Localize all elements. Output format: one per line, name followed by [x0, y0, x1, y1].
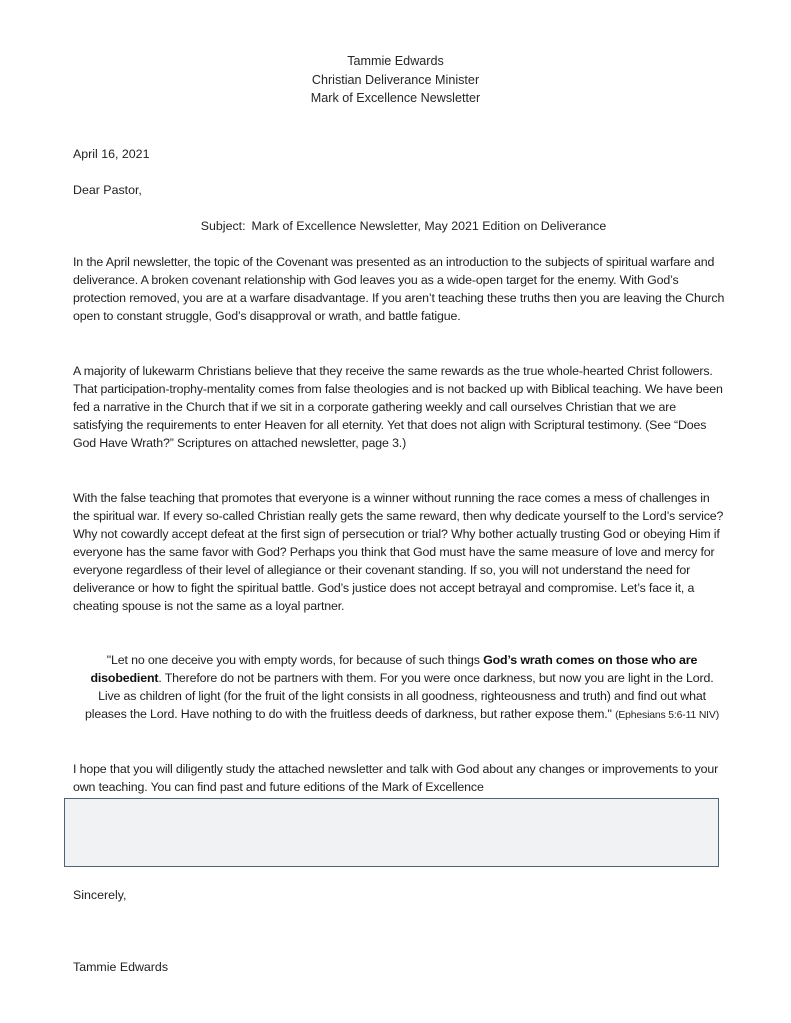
sender-organization: Mark of Excellence Newsletter — [310, 91, 481, 105]
sender-name: Tammie Edwards — [347, 54, 444, 68]
subject-label: Subject: — [200, 219, 246, 233]
letter-date: April 16, 2021 — [73, 147, 150, 161]
sender-title: Christian Deliverance Minister — [311, 72, 480, 87]
subject-line — [0, 217, 791, 235]
closing: Sincerely, — [73, 888, 127, 902]
body-paragraph-1: In the April newsletter, the topic of the Covenant was presented as an introduction to the subjects of spiritual warfare and deliverance. A broken covenant relationship with God leaves you as a wide-open target for the enemy. With God’s protection removed, you are at a warfare disadvantage. If you aren’t teaching these truths then you are leaving the Church open to constant struggle, God’s disapproval or wrath, and battle fatigue. — [73, 255, 725, 323]
scripture-quote — [82, 651, 722, 725]
quote-text-after: . Therefore do not be partners with them. For you were once darkness, but now you are light in the Lord. Live as children of light (for the fruit of the light consists in all goodness, righteousness and truth) and find out what pleases the Lord. Have nothing to do with the fruitless deeds of darkness, but rather expose them." — [84, 671, 714, 721]
quote-text-before: "Let no one deceive you with empty words, for because of such things — [106, 653, 484, 667]
body-paragraph-4: I hope that you will diligently study the attached newsletter and talk with God about any changes or improvements to your own teaching. You can find past and future editions of the Mark of Excellence — [73, 762, 719, 794]
quote-emphasis: God’s wrath comes on those who are disobedient — [90, 653, 698, 685]
body-paragraph-2: A majority of lukewarm Christians believe that they receive the same rewards as the true whole-hearted Christ followers. That participation-trophy-mentality comes from false theologies and is not backed up with Biblical teaching. We have been fed a narrative in the Church that if we sit in a corporate gathering weekly and call ourselves Christian that we are satisfying the requirements to enter Heaven for all eternity. Yet that does not align with Scriptural testimony. (See “Does God Have Wrath?” Scriptures on attached newsletter, page 3.) — [73, 364, 723, 450]
body-paragraph-3: With the false teaching that promotes that everyone is a winner without running the race comes a mess of challenges in the spiritual war. If every so-called Christian really gets the same reward, then why dedicate yourself to the Lord’s service? Why not cowardly accept defeat at the first sign of persecution or trial? Why bother actually trusting God or obeying Him if everyone has the same favor with God? Perhaps you think that God must have the same measure of love and mercy for everyone regardless of their level of allegiance or their covenant standing. If so, you will not understand the need for deliverance or how to fight the spiritual battle. God’s justice does not accept betrayal and compromise. Let’s face it, a cheating spouse is not the same as a loyal partner. — [73, 491, 724, 613]
salutation: Dear Pastor, — [73, 183, 142, 197]
signature-name: Tammie Edwards — [73, 960, 169, 974]
subject-text: Mark of Excellence Newsletter, May 2021 Edition on Deliverance — [251, 219, 607, 233]
letterhead — [0, 52, 791, 108]
scripture-reference: (Ephesians 5:6-11 NIV) — [615, 710, 720, 721]
redacted-region — [64, 798, 719, 867]
